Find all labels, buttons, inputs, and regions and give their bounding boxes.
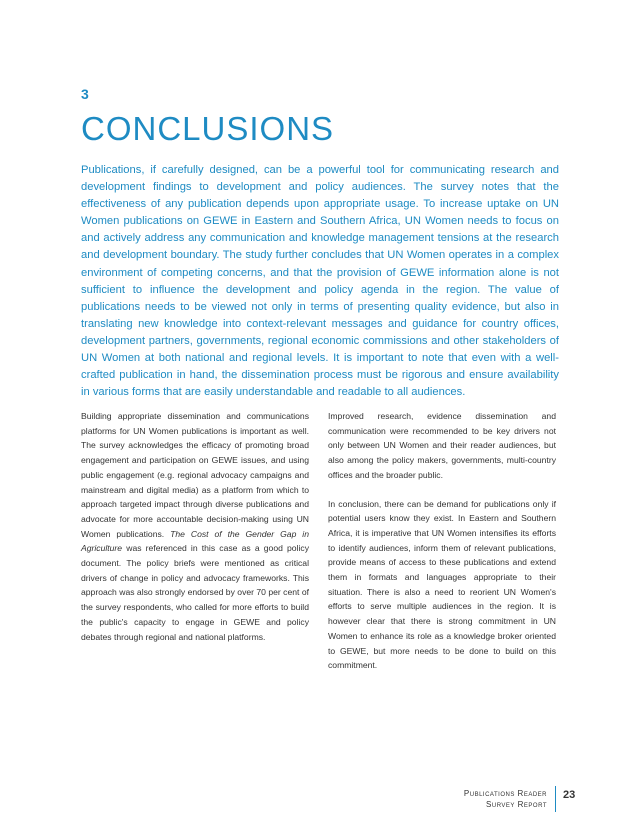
footer-title-line-2: Survey Report: [486, 800, 547, 809]
left-text-before-italic: Building appropriate dissemination and communications platforms for UN Women publications is important as well. The survey acknowledges the efficacy of promoting broad engagement and participation on GEWE issues, and using public engagement (e.g. regional advocacy campaigns and mainstream and digital media) as a platform from which to approach targeted impact through diverse publications and advocate for more accountable decision-making using UN Women publications.: [81, 411, 309, 539]
intro-paragraph: Publications, if carefully designed, can be a powerful tool for communicating research and development findings to development and policy audiences. The survey notes that the effectiveness of any publication depends upon appropriate usage. To increase uptake on UN Women publications on GEWE in Eastern and Southern Africa, UN Women needs to focus on and actively address any communication and knowledge management tensions at the research and development boundary. The study further concludes that UN Women operates in a complex environment of competing concerns, and that the provision of GEWE information alone is not sufficient to influence the development and policy agenda in the region. The value of publications needs to be viewed not only in terms of presenting quality evidence, but also in translating new knowledge into context-relevant messages and guidance for country offices, development partners, governments, regional economic commissions and other stakeholders of UN Women at both national and regional levels. It is important to note that even with a well-crafted publication in hand, the dissemination process must be rigorous and ensure availability in various forms that are easily understandable and readable to all audiences.: [81, 164, 559, 399]
page-number: 23: [563, 789, 576, 801]
report-title-reference: The Cost of the Gender Gap in Agriculture: [81, 528, 309, 554]
right-column-paragraph-1: Improved research, evidence dissemination and communication were recommended to be key drivers not only between UN Women and their reader audiences, but also among the policy makers, governments, multi-country offices and the broader public.: [328, 411, 556, 480]
left-column-paragraph: [81, 409, 309, 644]
left-text-after-italic: was referenced in this case as a good policy document. The policy briefs were mentioned as critical drivers of change in policy and advocacy frameworks. This approach was also strongly endorsed by over 70 per cent of the survey respondents, who called for more efforts to build the public's capacity to engage in GEWE and policy debates through regional and national platforms.: [81, 543, 309, 642]
footer-report-title: [464, 788, 547, 810]
footer-title-line-1: Publications Reader: [463, 789, 547, 798]
footer-divider: [555, 786, 556, 812]
chapter-title: CONCLUSIONS: [81, 110, 335, 147]
right-column: [328, 409, 556, 673]
chapter-number: 3: [81, 86, 89, 102]
right-column-paragraph-2: In conclusion, there can be demand for publications only if potential users know they exist. In Eastern and Southern Africa, it is imperative that UN Women intensifies its efforts to identify audiences, inform them of relevant publications, provide means of access to these publications and extend them in formats and languages appropriate to their situation. There is also a need to reorient UN Women's efforts to serve multiple audiences in the region. It is however clear that there is strong commitment in UN Women to enhance its role as a knowledge broker oriented to GEWE, but more needs to be done to build on this commitment.: [328, 498, 556, 671]
left-column: [81, 409, 309, 644]
